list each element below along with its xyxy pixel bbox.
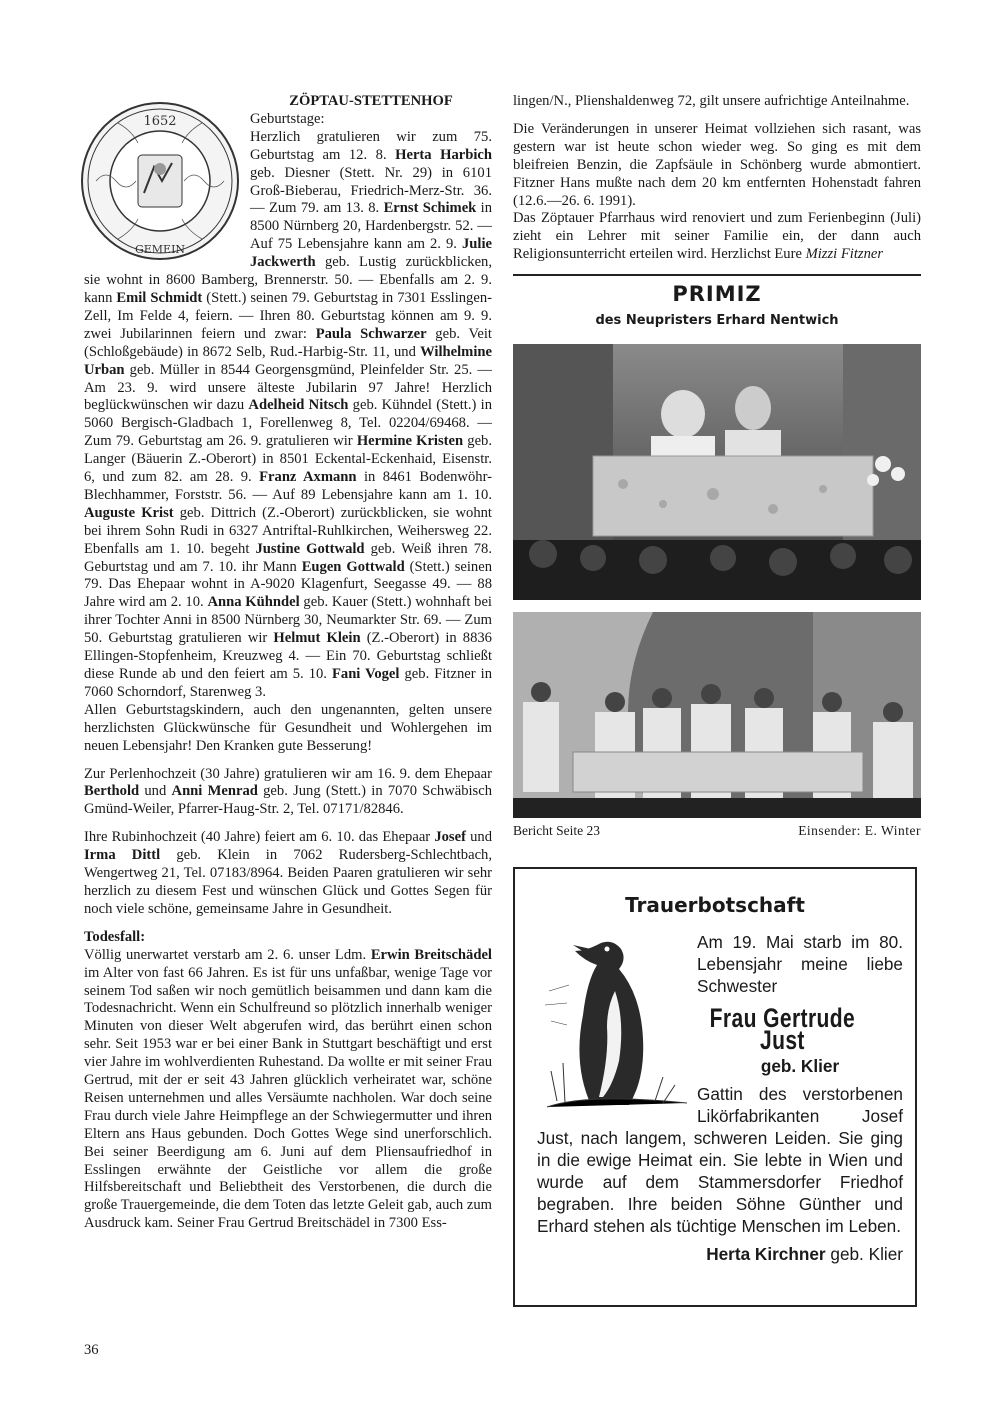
text-run: geb. Diesner (Stett. Nr. 29) in 6101 Groß-Bieberau, Friedrich-Merz-Str. 36. — Zum 79. am 13. 8. (250, 164, 492, 217)
svg-text:1652: 1652 (143, 114, 177, 129)
person-name: Auguste Krist (84, 504, 174, 521)
text-run: und (465, 829, 492, 846)
death-notice-paragraph (84, 929, 492, 1233)
obituary-signature (537, 1243, 903, 1265)
photo-altar-two-priests (513, 344, 921, 600)
text-run: geb. Müller in 8544 Georgensgmünd, Pleinfelder Str. 25. — Am 23. 9. wird unsere älteste Jubilarin 97 Jahre! Herzlich beglückwünschen wir dazu (84, 361, 492, 414)
deceased-name: Frau Gertrude Just (709, 1003, 856, 1055)
text-run: geb. Kauer (Stett.) wohnhaft bei ihrer Tochter Anni in 8500 Nürnberg 30, Neumarkter Str. 69. — Zum 50. Geburtstag gratulieren wir (84, 594, 492, 647)
municipal-seal-icon (78, 93, 242, 269)
text-run: geb. Dittrich (Z.-Oberort) zurückblicken, sie wohnt bei ihrem Sohn Rudi in 6327 Antriftal-Ruhlkirchen, Weihersweg 22. Ebenfalls am 1. 10. begeht (84, 504, 492, 557)
person-name: Todesfall: (84, 928, 146, 945)
text-run: geb. Veit (Schloßgebäude) in 8672 Selb, Rud.-Harbig-Str. 11, und (84, 325, 492, 360)
caption-report-ref: Bericht Seite 23 (513, 822, 600, 838)
text-run: geb. Weiß ihren 78. Geburtstag und am 7. 10. ihr Mann (84, 540, 492, 575)
person-name: Fani Vogel (331, 666, 400, 682)
person-name: Erwin Breitschädel (370, 946, 492, 963)
obituary-title: Trauerbotschaft (625, 893, 805, 917)
primiz-subtitle: des Neupristers Erhard Nentwich (595, 313, 839, 329)
text-run: geb. Lustig zurückblicken, sie wohnt in 8600 Bamberg, Brennerstr. 50. — Ebenfalls am 2. 9. kann (84, 254, 492, 306)
person-name: Anni Menrad (171, 783, 258, 800)
text-run: geb. Fitzner in 7060 Schorndorf, Starenweg 3. (84, 666, 492, 700)
deceased-maiden-name: geb. Klier (760, 1056, 840, 1076)
person-name: Emil Schmidt (116, 289, 203, 306)
text-run: geb. Klein in 7062 Rudersberg-Schlechtbach, Wengertweg 21, Tel. 07183/8964. Beiden Paaren gratulieren wir sehr herzlich zu diesem Fest und wünschen Glück und Gottes Segen für noch viele schöne, gemeinsame Jahre in Gesundheit. (84, 847, 492, 917)
homeland-news-text: Die Veränderungen in unserer Heimat vollziehen sich rasant, was gestern war ist heute schon wieder weg. So ging es mit dem bleifreien Benzin, die Zapfsäule in Schönberg wurde abmontiert. Fitzner Hans mußte nach dem 20 km entfernten Hohenstadt fahren (12.6.—26. 6. 1991). Das Zöptauer Pfarrhaus wird renoviert und zum Ferienbeginn (Juli) zieht ein Lehrer mit seiner Familie ein, der dann auch Religionsunterricht erteilen wird. Herzlichst Eure (513, 120, 921, 263)
text-run: (Stett.) seinen 79. Geburtstag in 7301 Esslingen-Zell, Im Felde 4, feiern. — Ihren 80. Geburtstag können am 9. 9. zwei Jubilarinnen feiern und zwar: (84, 289, 492, 342)
obituary-text: Gattin des verstorbenen Likörfabrikanten Josef Just, nach langem, schweren Leiden. Sie ging in die ewige Heimat ein. Sie lebte in Wien und wurde auf dem Stammersdorfer Friedhof begraben. Ihre beiden Söhne Günther und Erhard stehen als tüchtige Menschen im Leben. (537, 1084, 903, 1236)
text-run: Allen Geburtstagskindern, auch den ungenannten, gelten unsere herzlichsten Glückwünsche für Gesundheit und Wohlergehen im neuen Lebensjahr! Den Kranken gute Besserung! (84, 701, 492, 754)
person-name: Julie Jackwerth (250, 236, 492, 271)
homeland-news (513, 121, 921, 264)
page-number: 36 (84, 1342, 99, 1358)
text-run: in 8461 Bodenwöhr-Blechhammer, Forststr. 56. — Auf 89 Lebensjahre kann am 1. 10. (84, 469, 492, 503)
text-run: und (139, 783, 172, 800)
ruby-wedding-paragraph (84, 829, 492, 919)
person-name: Paula Schwarzer (315, 325, 427, 342)
signature: Mizzi Fitzner (805, 246, 884, 263)
text-run: Herzlich gratulieren wir zum 75. Geburtstag am 12. 8. (250, 128, 492, 163)
person-name: Josef (434, 829, 466, 846)
svg-text:GEMEIN: GEMEIN (134, 243, 186, 256)
caption-sender: Einsender: E. Winter (798, 822, 921, 838)
person-name: Franz Axmann (259, 469, 357, 486)
condolence-text: lingen/N., Plienshaldenweg 72, gilt unsere aufrichtige Anteilnahme. (513, 93, 910, 109)
person-name: Anna Kühndel (207, 594, 300, 611)
text-run: (Z.-Oberort) in 8836 Ellingen-Stopfenheim, Kreuzweg 4. — Ein 70. Geburtstag schließt diese Runde ab und den feiert am 5. 10. (84, 630, 492, 682)
photo-concelebrating-priests (513, 612, 921, 818)
person-name: Irma Dittl (84, 847, 161, 864)
pearl-wedding-paragraph (84, 766, 492, 820)
right-column (513, 93, 921, 840)
text-run: Ihre Rubinhochzeit (40 Jahre) feiert am 6. 10. das Ehepaar (84, 829, 435, 846)
person-name: Ernst Schimek (383, 200, 477, 217)
person-name: Justine Gottwald (255, 540, 365, 557)
primiz-title: PRIMIZ (672, 282, 762, 307)
text-run: Geburtstage: (250, 110, 325, 127)
person-name: Berthold (84, 783, 140, 800)
obituary-box (513, 867, 917, 1307)
left-column (84, 93, 492, 1243)
divider (513, 274, 921, 276)
text-run: in 8500 Nürnberg 20, Hardenbergstr. 52. — Auf 75 Lebensjahre kann am 2. 9. (250, 200, 493, 253)
text-run: geb. Langer (Bäuerin Z.-Oberort) in 8501 Eckental-Eckenhaid, Eisenstr. 6, und zum 82. am 28. 9. (84, 433, 493, 486)
text-run: Zur Perlenhochzeit (30 Jahre) gratulieren wir am 16. 9. dem Ehepaar (84, 765, 492, 782)
person-name: Helmut Klein (273, 630, 361, 647)
text-run: Völlig unerwartet verstarb am 2. 6. unser Ldm. (84, 946, 371, 963)
section-heading: ZÖPTAU-STETTENHOF (289, 93, 453, 109)
obituary-body-wrap (515, 931, 915, 1265)
text-run: im Alter von fast 66 Jahren. Es ist für uns unfaßbar, wenige Tage vor seinem Tod saßen wir noch gemütlich beisammen und dann kam die Todesnachricht. Wenn ein Schulfreund so plötzlich innerhalb weniger Minuten von dieser Welt abgerufen wird, das berührt einen schon sehr. Seit 1953 war er bei einer Bank in Stuttgart beschäftigt und erst vier Jahre im wohlverdienten Ruhestand. Da wollte er mit seiner Frau Gertrud, mit der er seit 43 Jahren glücklich verheiratet war, schöne Reisen unternehmen und alles Versäumte nachholen. War doch seine Frau durch viele Jahre Heimpflege an der Schwiegermutter und ihren Eltern ans Haus gebunden. Doch Gottes Wege sind unerforschlich. Bei seiner Beerdigung am 6. Juni auf dem Pliensaufriedhof in Esslingen erwähnte der Geistliche vor allem die große Hilfsbereitschaft und Beliebtheit des Verstorbenen, die durch die große Trauergemeinde, die dem Toten das letzte Geleit gab, auch zum Ausdruck kam. Seiner Frau Gertrud Breitschädel in 7300 Ess- (84, 964, 492, 1232)
person-name: Adelheid Nitsch (248, 397, 349, 414)
person-name: Eugen Gottwald (301, 558, 405, 575)
text-run: geb. Kühndel (Stett.) in 5060 Bergisch-Gladbach 1, Forellenweg 8, Tel. 02204/69468. — Zum 79. Geburtstag am 26. 9. gratulieren wir (84, 397, 492, 450)
signer-suffix: geb. Klier (825, 1244, 903, 1264)
text-run: geb. Jung (Stett.) in 7070 Schwäbisch Gmünd-Weiler, Pfarrer-Haug-Str. 2, Tel. 07171/82846. (84, 783, 493, 818)
obituary-intro: Am 19. Mai starb im 80. Lebensjahr meine liebe Schwester (697, 932, 903, 996)
person-name: Herta Harbich (395, 146, 492, 163)
person-name: Wilhelmine Urban (84, 343, 492, 378)
person-name: Hermine Kristen (356, 433, 464, 450)
text-run: (Stett.) seinen 79. Das Ehepaar wohnt in A-9020 Klagenfurt, Seegasse 49. — 88 Jahre wird am 2. 10. (84, 558, 492, 611)
signer-name: Herta Kirchner (706, 1244, 826, 1264)
photo-caption (513, 822, 921, 840)
